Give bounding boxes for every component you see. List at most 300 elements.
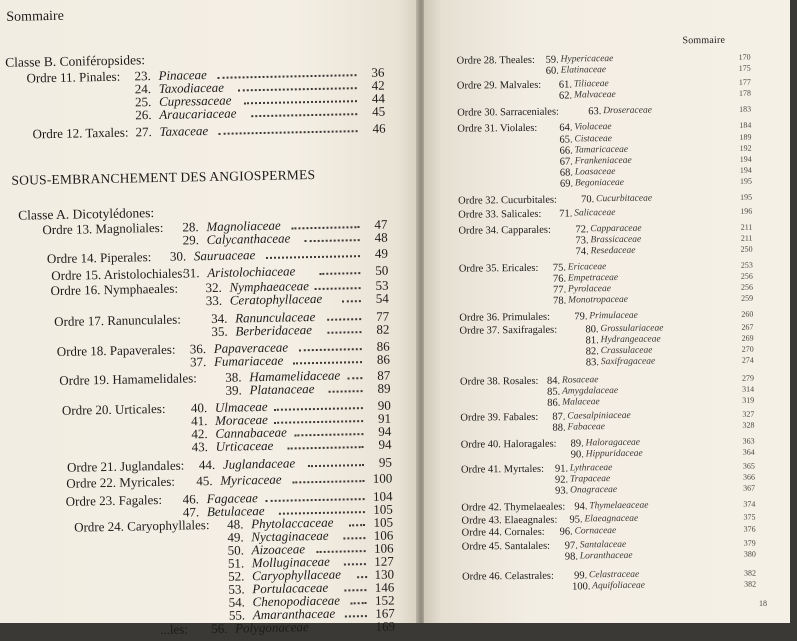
page-number: 177 — [738, 77, 751, 87]
family-name: Trapaceae — [569, 474, 611, 485]
family-number: 93. — [555, 485, 569, 497]
family-name: Capparaceae — [590, 223, 642, 235]
order-label: Ordre 46. Celastrales: — [461, 570, 554, 583]
family-name: Cucurbitaceae — [596, 193, 653, 205]
right-entry — [429, 484, 795, 502]
leader-dots — [299, 347, 362, 351]
family-number: 67. — [559, 156, 573, 168]
leader-dots — [274, 406, 363, 411]
order-label: Ordre 44. Cornales: — [461, 526, 545, 539]
family-number: 72. — [575, 224, 589, 236]
sous-embranchement-heading: SOUS-EMBRANCHEMENT DES ANGIOSPERMES — [11, 166, 316, 188]
page-number: 53 — [375, 277, 389, 293]
page-number: 267 — [741, 322, 754, 332]
order-label: Ordre 39. Fabales: — [460, 411, 539, 424]
family-name: Sauruaceae — [193, 247, 256, 264]
order-label: Ordre 22. Myricales: — [66, 473, 176, 491]
family-number: 77. — [552, 284, 567, 296]
family-number: 91. — [554, 463, 569, 475]
family-number: 38. — [225, 369, 242, 385]
family-number: 85. — [547, 386, 561, 398]
page-number: 44 — [371, 90, 386, 106]
page-number: 167 — [375, 605, 395, 621]
family-name: Begoniaceae — [574, 177, 625, 189]
family-number: 33. — [205, 292, 223, 309]
page-number: 250 — [740, 244, 753, 254]
family-name: Araucariaceae — [159, 105, 237, 122]
family-name: Amygdalaceae — [562, 385, 619, 397]
order-label: Ordre 13. Magnoliales: — [42, 219, 164, 238]
family-name: Papaveraceae — [213, 339, 289, 356]
right-entry — [425, 89, 791, 107]
page-number: 367 — [743, 483, 756, 493]
family-name: Berberidaceae — [235, 322, 313, 339]
family-number: 54. — [228, 594, 245, 610]
page-number: 77 — [375, 308, 390, 324]
family-name: Monotropaceae — [568, 294, 629, 306]
family-name: Moraceae — [214, 411, 268, 428]
family-name: Fumariaceae — [213, 352, 284, 369]
family-number: 56. — [210, 620, 228, 637]
leader-dots — [327, 317, 361, 321]
family-number: 37. — [189, 354, 207, 370]
family-name: Elatinaceae — [560, 65, 607, 76]
order-label: Ordre 21. Juglandales: — [66, 457, 185, 475]
family-name: Aristolochiaceae — [207, 263, 296, 281]
order-label: Ordre 35. Ericales: — [458, 262, 539, 275]
leader-dots — [292, 225, 360, 229]
leader-dots — [266, 254, 360, 259]
page-number: 95 — [378, 454, 393, 470]
right-entry — [427, 294, 793, 312]
page-number: 192 — [739, 143, 752, 153]
family-name: Cistaceae — [574, 134, 612, 145]
order-label: Ordre 14. Piperales: — [46, 249, 152, 267]
page-number: 314 — [742, 384, 755, 394]
page-number: 379 — [743, 538, 756, 548]
family-number: 70. — [581, 194, 595, 206]
family-number: 47. — [182, 504, 200, 520]
family-name: Primulaceae — [589, 310, 638, 322]
order-label: Ordre 19. Hamamelidales: — [59, 370, 197, 388]
right-entry — [425, 105, 791, 123]
page-number: 194 — [739, 165, 752, 175]
family-number: 84. — [546, 375, 561, 387]
family-name: Crassulaceae — [600, 345, 653, 357]
family-number: 60. — [545, 65, 559, 77]
family-name: Droseraceae — [603, 105, 652, 117]
family-number: 59. — [545, 54, 559, 66]
family-number: 79. — [574, 311, 588, 323]
family-number: 71. — [559, 208, 573, 220]
order-label: Ordre 43. Elaeagnales: — [461, 514, 558, 527]
page-number: 169 — [375, 618, 396, 634]
family-number: 53. — [228, 581, 245, 597]
page-number: 259 — [741, 293, 754, 303]
family-number: 41. — [190, 413, 208, 429]
leader-dots — [357, 575, 367, 578]
order-label: Ordre 18. Papaverales: — [56, 341, 176, 359]
page-number: 183 — [739, 104, 752, 114]
family-name: Amaranthaceae — [252, 605, 336, 623]
family-number: 45. — [196, 473, 213, 489]
right-entry — [430, 550, 796, 568]
family-number: 39. — [225, 382, 242, 398]
leader-dots — [351, 601, 367, 604]
order-label: Ordre 12. Taxales: — [32, 124, 129, 142]
family-name: Santalaceae — [579, 539, 627, 551]
page-number: 327 — [742, 409, 755, 419]
family-name: Urticaceae — [215, 437, 274, 454]
page-number: 146 — [374, 579, 395, 595]
family-number: 78. — [553, 295, 567, 307]
order-label: Ordre 28. Theales: — [456, 54, 535, 67]
family-name: Violaceae — [574, 122, 612, 133]
page-number: 42 — [371, 77, 385, 93]
family-number: 99. — [573, 570, 588, 582]
page-number: 86 — [376, 351, 391, 367]
leader-dots — [293, 360, 362, 364]
family-number: 50. — [227, 542, 244, 558]
family-name: Aizoaceae — [251, 541, 306, 558]
family-name: Malaceae — [562, 397, 600, 408]
leader-dots — [288, 445, 364, 449]
page-number: 269 — [741, 333, 754, 343]
family-number: 51. — [227, 555, 245, 571]
right-page-content — [424, 0, 797, 623]
page-number: 36 — [371, 64, 385, 80]
page-number: 47 — [374, 216, 388, 232]
page-number: 363 — [742, 436, 755, 446]
family-name: Hydrangeaceae — [600, 334, 661, 346]
family-number: 87. — [552, 411, 566, 423]
family-number: 24. — [134, 81, 152, 97]
page-number: 211 — [740, 222, 753, 232]
right-bottom-page-number: 18 — [759, 599, 767, 608]
order-label: Ordre 36. Primulales: — [459, 311, 551, 324]
family-number: 40. — [190, 400, 208, 416]
page-number: 105 — [373, 514, 394, 530]
family-number: 35. — [211, 323, 228, 340]
family-name: Pinaceae — [158, 67, 207, 83]
order-label: Ordre 41. Myrtales: — [460, 463, 545, 476]
family-name: Grossulariaceae — [600, 323, 664, 335]
order-label: Ordre 17. Ranunculales: — [54, 311, 182, 330]
leader-dots — [350, 523, 366, 526]
page-number: 195 — [740, 192, 753, 202]
family-name: Tiliaceae — [573, 79, 609, 90]
family-name: Ranunculaceae — [235, 309, 316, 326]
page-number: 106 — [373, 540, 394, 556]
family-number: 43. — [191, 439, 209, 455]
family-number: 42. — [191, 426, 208, 442]
page-number: 48 — [374, 229, 388, 245]
family-number: 74. — [575, 246, 589, 258]
leader-dots — [319, 271, 360, 275]
page-number: 94 — [378, 423, 392, 439]
family-name: Magnoliaceae — [206, 217, 281, 235]
family-name: Platanaceae — [249, 381, 315, 398]
leader-dots — [341, 299, 360, 302]
page-number: 366 — [742, 472, 756, 482]
family-number: 65. — [559, 134, 573, 146]
order-label: Ordre 34. Capparales: — [458, 224, 551, 237]
page-number: 90 — [377, 397, 391, 413]
family-number: 25. — [134, 94, 152, 110]
page-number: 382 — [744, 579, 757, 589]
page-number: 87 — [377, 367, 391, 383]
page-number: 94 — [378, 436, 392, 452]
leader-dots — [320, 627, 367, 631]
page-number: 82 — [376, 321, 390, 337]
order-label: Ordre 38. Rosales: — [459, 375, 539, 388]
family-name: Loranthaceae — [579, 550, 633, 562]
family-number: 26. — [135, 107, 152, 123]
family-name: Polygonaceae — [234, 619, 309, 636]
family-number: 68. — [559, 167, 574, 179]
family-number: 28. — [182, 219, 199, 235]
family-number: 44. — [198, 456, 216, 473]
leader-dots — [308, 463, 364, 467]
order-label: Ordre 32. Cucurbitales: — [458, 194, 558, 207]
family-name: Nymphaeaceae — [229, 278, 310, 295]
page-number: 127 — [374, 553, 394, 569]
family-name: Cupressaceae — [158, 92, 232, 109]
leader-dots — [251, 112, 357, 117]
order-label: Ordre 30. Sarraceniales: — [457, 106, 559, 119]
order-label: Ordre 15. Aristolochiales: — [51, 265, 187, 284]
family-name: Taxaceae — [159, 123, 209, 139]
family-name: Calycanthaceae — [206, 230, 291, 248]
page-number: 380 — [743, 549, 756, 559]
page-number: 45 — [372, 103, 386, 119]
leader-dots — [292, 479, 364, 483]
order-label: Ordre 23. Fagales: — [65, 491, 163, 509]
family-number: 83. — [585, 357, 599, 369]
family-name: Fabaceae — [567, 422, 605, 433]
page-number: 196 — [740, 206, 753, 216]
family-name: Juglandaceae — [222, 455, 296, 472]
family-number: 100. — [572, 581, 591, 593]
page-number: 270 — [741, 344, 754, 354]
family-name: Brassicaceae — [590, 234, 642, 246]
family-name: Lythraceae — [569, 463, 613, 474]
page-number: 86 — [376, 338, 390, 354]
page-number: 328 — [742, 420, 755, 430]
family-number: 55. — [228, 607, 246, 623]
order-label: Ordre 37. Saxifragales: — [459, 324, 558, 337]
family-name: Resedaceae — [590, 245, 636, 257]
page-number: 256 — [740, 282, 754, 292]
family-number: 80. — [585, 324, 599, 336]
family-number: 76. — [552, 273, 567, 285]
family-number: 62. — [558, 90, 573, 102]
family-number: 66. — [559, 145, 573, 157]
left-page-header: Sommaire — [6, 8, 65, 25]
page-number: 279 — [741, 373, 755, 383]
leader-dots — [344, 562, 366, 565]
page-number: 184 — [739, 120, 752, 130]
page-number: 189 — [739, 132, 752, 142]
order-label: Ordre 40. Haloragales: — [460, 438, 557, 451]
family-name: Celastraceae — [588, 569, 640, 581]
family-name: Onagraceae — [570, 485, 618, 496]
family-number: 46. — [182, 491, 200, 507]
page-number: 152 — [374, 592, 395, 608]
family-number: 63. — [588, 106, 602, 118]
family-number: 95. — [569, 514, 583, 526]
family-number: 30. — [169, 248, 187, 264]
leader-dots — [343, 536, 365, 539]
family-name: Caesalpiniaceae — [567, 410, 631, 422]
family-number: 82. — [585, 346, 599, 358]
page-number: 130 — [374, 566, 395, 582]
family-number: 48. — [226, 516, 244, 532]
page-number: 104 — [372, 488, 393, 504]
page-number: 170 — [738, 52, 751, 62]
page-number: 211 — [740, 233, 753, 243]
leader-dots — [328, 389, 362, 393]
right-entry — [426, 177, 792, 195]
page-number: 106 — [373, 527, 394, 543]
page-number: 382 — [743, 568, 757, 578]
leader-dots — [218, 129, 357, 135]
page-number: 49 — [374, 245, 389, 261]
order-label: Ordre 24. Caryophyllales: — [73, 517, 210, 535]
family-name: Cannabaceae — [215, 424, 287, 441]
family-number: 27. — [135, 124, 152, 140]
family-number: 75. — [552, 262, 566, 274]
order-label: Ordre 45. Santalales: — [461, 540, 551, 553]
order-label: Ordre 33. Salicales: — [458, 208, 542, 221]
family-number: 32. — [205, 279, 222, 296]
family-name: Pyrolaceae — [567, 284, 611, 295]
right-page-header: Sommaire — [682, 34, 726, 47]
family-name: Caryophyllaceae — [251, 566, 342, 584]
page-number: 375 — [743, 512, 756, 522]
family-name: Saxifragaceae — [600, 356, 656, 368]
classe-b-heading: Classe B. Coniféropsides: — [5, 52, 146, 70]
family-number: 49. — [227, 529, 244, 545]
family-name: Loasaceae — [574, 167, 616, 178]
family-name: Myricaceae — [220, 471, 282, 488]
family-name: Aquifoliaceae — [592, 580, 645, 592]
leader-dots — [265, 497, 364, 502]
family-name: Malvaceae — [573, 89, 616, 101]
family-number: 86. — [547, 397, 561, 409]
family-name: Ceratophyllaceae — [229, 290, 323, 308]
family-name: Elaeagnaceae — [584, 513, 639, 525]
family-name: Thymelaeaceae — [589, 500, 649, 512]
family-name: Betulaceae — [206, 503, 265, 520]
family-number: 31. — [183, 265, 200, 281]
family-number: 69. — [559, 178, 574, 190]
family-number: 29. — [182, 232, 200, 248]
order-label: ...les: — [159, 621, 189, 638]
order-label: Ordre 29. Malvales: — [456, 79, 542, 92]
right-page — [424, 0, 790, 623]
family-name: Fagaceae — [206, 490, 259, 507]
family-name: Frankeniaceae — [574, 155, 632, 167]
family-name: Ericaceae — [567, 262, 607, 273]
family-number: 94. — [574, 501, 588, 513]
family-number: 61. — [558, 79, 573, 91]
leader-dots — [315, 286, 361, 290]
family-number: 23. — [134, 68, 151, 84]
family-name: Hamamelidaceae — [249, 367, 341, 385]
leader-dots — [317, 549, 366, 553]
order-label: Ordre 20. Urticales: — [61, 400, 166, 418]
leader-dots — [294, 432, 363, 436]
page-number: 274 — [741, 355, 754, 365]
page-number: 50 — [375, 262, 389, 278]
family-number: 36. — [189, 341, 207, 357]
family-name: Molluginaceae — [251, 553, 330, 571]
family-number: 98. — [564, 551, 579, 563]
page-number: 319 — [742, 395, 755, 405]
family-number: 92. — [554, 474, 569, 486]
page-number: 89 — [377, 380, 391, 396]
page-number: 91 — [377, 410, 392, 426]
family-name: Nyctaginaceae — [251, 527, 329, 545]
family-name: Empetraceae — [567, 272, 619, 284]
page-number: 376 — [743, 524, 756, 534]
page-number: 100 — [372, 470, 393, 486]
order-label: Ordre 42. Thymelaeales: — [461, 501, 566, 514]
order-label: Ordre 11. Pinales: — [26, 68, 121, 86]
leader-dots — [305, 238, 360, 242]
family-number: 81. — [585, 335, 599, 347]
right-entry — [428, 356, 794, 374]
leader-dots — [345, 614, 367, 617]
leader-dots — [344, 588, 366, 591]
page-number: 364 — [742, 447, 755, 457]
family-number: 97. — [564, 540, 578, 552]
page-number: 178 — [738, 88, 752, 98]
right-entry — [428, 421, 794, 439]
page-number: 105 — [373, 501, 393, 517]
family-name: Portulacaceae — [252, 579, 329, 597]
family-number: 34. — [211, 310, 228, 327]
page-number: 175 — [738, 63, 751, 73]
family-name: Haloragaceae — [585, 437, 641, 449]
right-entry — [430, 580, 796, 598]
right-entry — [426, 207, 792, 225]
family-number: 52. — [227, 568, 245, 584]
page-number: 374 — [743, 499, 756, 509]
family-name: Chenopodiaceae — [252, 592, 341, 610]
page-number: 194 — [739, 154, 752, 164]
page-number: 256 — [740, 271, 753, 281]
leader-dots — [327, 330, 361, 334]
page-number: 260 — [741, 309, 754, 319]
order-label: Ordre 16. Nymphaeales: — [50, 280, 179, 299]
page-number: 46 — [372, 120, 386, 136]
family-number: 88. — [552, 422, 566, 434]
right-entry — [427, 245, 793, 263]
family-name: Ulmaceae — [214, 398, 268, 415]
page-number: 195 — [739, 176, 752, 186]
classe-a-heading: Classe A. Dicotylédones: — [17, 205, 155, 223]
order-label: Ordre 31. Violales: — [457, 122, 538, 135]
family-number: 90. — [570, 449, 584, 461]
page-number: 365 — [742, 461, 755, 471]
family-name: Tamaricaceae — [574, 144, 629, 156]
family-number: 73. — [575, 235, 589, 247]
family-name: Hypericaceae — [560, 54, 614, 65]
family-name: Taxodiaceae — [158, 79, 225, 96]
leader-dots — [274, 419, 363, 424]
